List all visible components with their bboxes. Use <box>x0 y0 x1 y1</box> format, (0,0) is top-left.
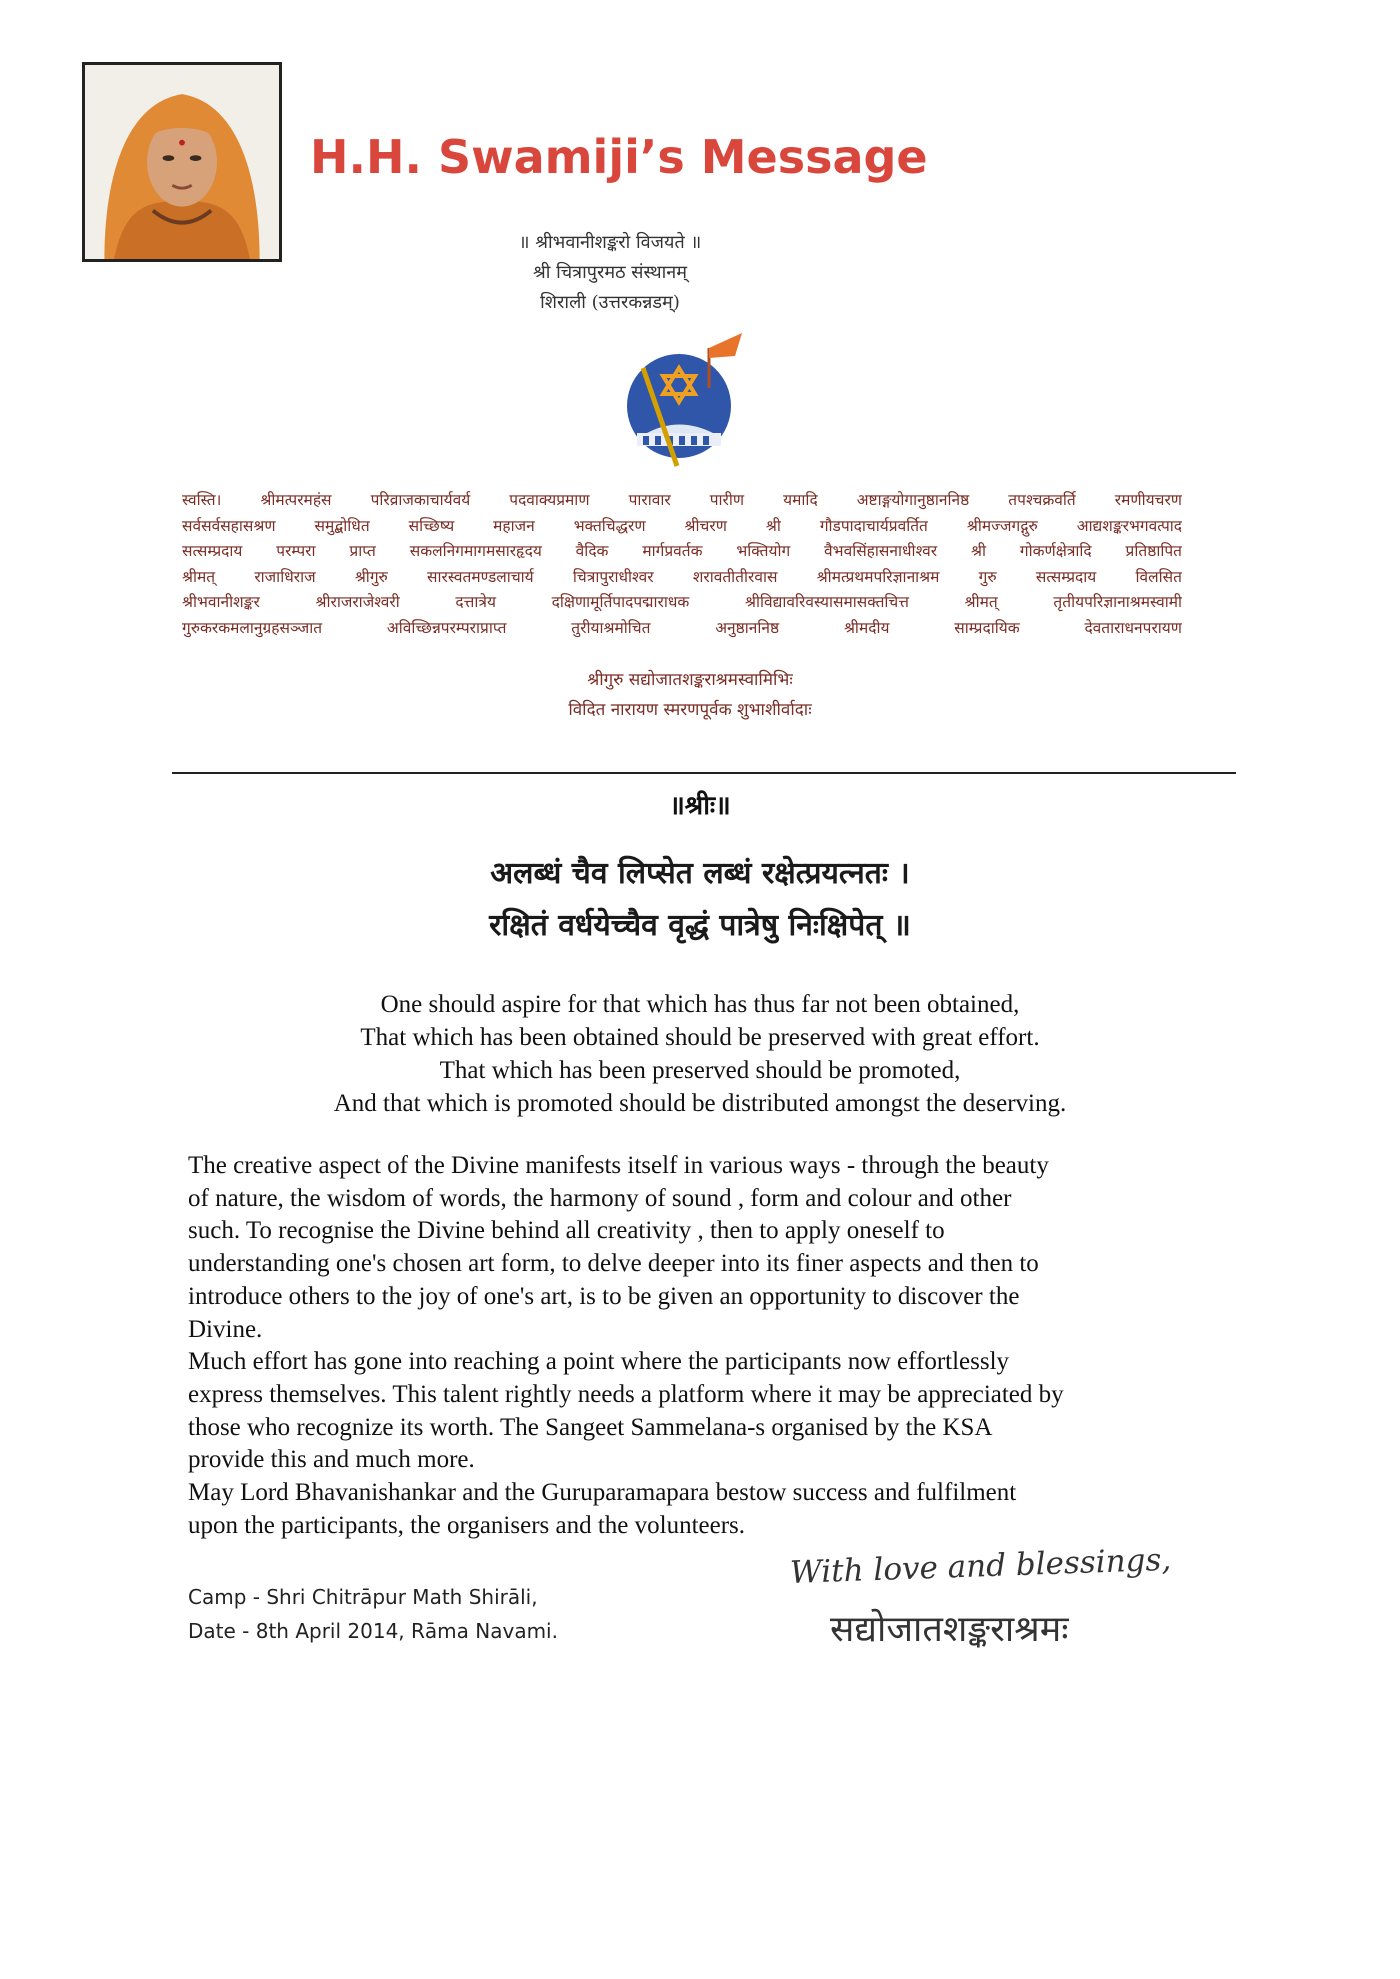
translation-line: That which has been preserved should be promoted, <box>439 1057 961 1084</box>
body-line: upon the participants, the organisers and the volunteers. <box>188 1511 746 1539</box>
body-line: such. To recognise the Divine behind all creativity , then to apply oneself to <box>188 1217 945 1245</box>
shloka-translation <box>200 988 1200 1120</box>
sanskrit-line: सर्वसर्वसहासश्रण समुद्बोधित सच्छिष्य महाजन भक्तचिद्धरण श्रीचरण श्री गौडपादाचार्यप्रवर्तित श्रीमज्जगद्गुरु आद्यशङ्करभगवत्पाद <box>182 516 1182 535</box>
body-line: May Lord Bhavanishankar and the Guruparamapara bestow success and fulfilment <box>188 1479 1017 1507</box>
signature-english: With love and blessings, <box>789 1541 1172 1591</box>
math-header-line: श्री चित्रापुरमठ संस्थानम् <box>532 262 688 283</box>
sanskrit-line: श्रीमत् राजाधिराज श्रीगुरु सारस्वतमण्डलाचार्य चित्रापुराधीश्वर शरावतीतीरवास श्रीमत्प्रथमपरिज्ञानाश्रम गुरु सत्सम्प्रदाय विलसित <box>182 567 1182 586</box>
body-line: Divine. <box>188 1315 263 1343</box>
sanskrit-line: स्वस्ति। श्रीमत्परमहंस परिव्राजकाचार्यवर्य पदवाक्यप्रमाण पारावार पारीण यमादि अष्टाङ्गयोगानुष्ठाननिष्ठ तपश्चक्रवर्ति रमणीयचरण <box>182 491 1182 509</box>
date-line: Date - 8th April 2014, Rāma Navami. <box>188 1619 558 1643</box>
translation-line: One should aspire for that which has thus far not been obtained, <box>380 991 1020 1018</box>
sanskrit-blessing-line: विदित नारायण स्मरणपूर्वक शुभाशीर्वादाः <box>568 700 812 720</box>
swamiji-photo <box>82 62 282 262</box>
body-line: of nature, the wisdom of words, the harmony of sound , form and colour and other <box>188 1184 1012 1212</box>
shloka <box>360 848 1040 952</box>
shloka-line: अलब्धं चैव लिप्सेत लब्धं रक्षेत्प्रयत्नतः । <box>490 856 910 891</box>
sanskrit-line: सत्सम्प्रदाय परम्परा प्राप्त सकलनिगमागमसारहृदय वैदिक मार्गप्रवर्तक भक्तियोग वैभवसिंहासनाधीश्वर श्री गोकर्णक्षेत्रादि प्रतिष्ठापित <box>182 542 1182 560</box>
body-line: introduce others to the joy of one's art, is to be given an opportunity to discover the <box>188 1282 1020 1310</box>
page-title: H.H. Swamiji’s Message <box>310 130 928 184</box>
invocation: ॥श्रीः॥ <box>669 791 731 821</box>
body-line: provide this and much more. <box>188 1446 475 1474</box>
message-body <box>188 1150 1188 1542</box>
translation-line: And that which is promoted should be distributed amongst the deserving. <box>333 1090 1067 1117</box>
body-line: The creative aspect of the Divine manifests itself in various ways - through the beauty <box>188 1152 1049 1179</box>
body-line: understanding one's chosen art form, to delve deeper into its finer aspects and then to <box>188 1250 1039 1278</box>
translation-line: That which has been obtained should be preserved with great effort. <box>360 1024 1040 1051</box>
portrait-image <box>85 65 279 259</box>
math-emblem-logo <box>617 328 747 468</box>
shloka-line: रक्षितं वर्धयेच्चैव वृद्धं पात्रेषु निःक्षिपेत् ॥ <box>489 908 911 943</box>
math-header-line: ॥ श्रीभवानीशङ्करो विजयते ॥ <box>518 232 702 253</box>
sanskrit-blessing <box>440 665 940 725</box>
sanskrit-blessing-line: श्रीगुरु सद्योजातशङ्कराश्रमस्वामिभिः <box>587 670 793 690</box>
body-line: those who recognize its worth. The Sangeet Sammelana-s organised by the KSA <box>188 1413 993 1441</box>
math-header-line: शिराली (उत्तरकन्नडम्) <box>540 292 680 313</box>
camp-date-block <box>188 1580 558 1648</box>
sanskrit-line: गुरुकरकमलानुग्रहसञ्जात अविच्छिन्नपरम्पराप्राप्त तुरीयाश्रमोचित अनुष्ठाननिष्ठ श्रीमदीय साम्प्रदायिक देवताराधनपरायण <box>182 618 1182 637</box>
signature-devanagari: सद्योजातशङ्कराश्रमः <box>830 1609 1069 1650</box>
body-line: Much effort has gone into reaching a point where the participants now effortlessly <box>188 1348 1010 1376</box>
sanskrit-line: श्रीभवानीशङ्कर श्रीराजराजेश्वरी दत्तात्रेय दक्षिणामूर्तिपादपद्माराधक श्रीविद्यावरिवस्यासमासक्तचित्त श्रीमत् तृतीयपरिज्ञानाश्रमस्वामी <box>182 593 1182 611</box>
body-line: express themselves. This talent rightly needs a platform where it may be appreciated by <box>188 1380 1064 1408</box>
handwritten-signature <box>789 1541 1230 1652</box>
divider <box>172 772 1236 774</box>
math-header <box>400 228 820 318</box>
sanskrit-invocation-paragraph <box>182 488 1182 641</box>
camp-line: Camp - Shri Chitrāpur Math Shirāli, <box>188 1585 538 1609</box>
